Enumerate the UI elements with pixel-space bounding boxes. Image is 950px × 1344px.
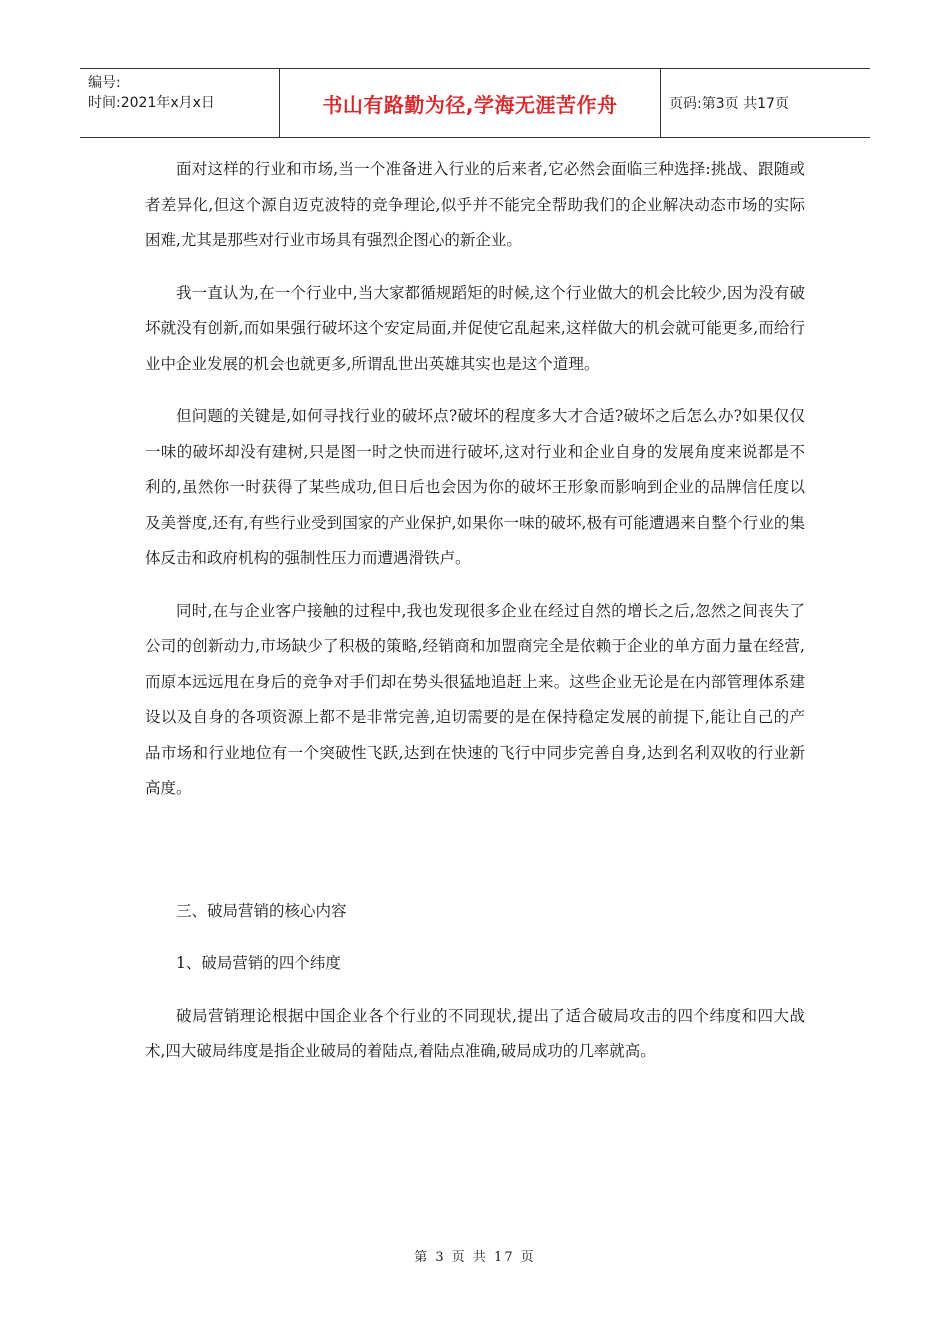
page-header bbox=[80, 68, 870, 138]
document-number-label: 编号: bbox=[88, 75, 121, 91]
paragraph: 同时,在与企业客户接触的过程中,我也发现很多企业在经过自然的增长之后,忽然之间丧失了公司的创新动力,市场缺少了积极的策略,经销商和加盟商完全是依赖于企业的单方面力量在经营,而原本远远甩在身后的竞争对手们却在势头很猛地追赶上来。这些企业无论是在内部管理体系建设以及自身的各项资源上都不是非常完善,迫切需要的是在保持稳定发展的前提下,能让自己的产品市场和行业地位有一个突破性飞跃,达到在快速的飞行中同步完善自身,达到名利双收的行业新高度。 bbox=[145, 601, 805, 797]
paragraph: 面对这样的行业和市场,当一个准备进入行业的后来者,它必然会面临三种选择:挑战、跟随或者差异化,但这个源自迈克波特的竞争理论,似乎并不能完全帮助我们的企业解决动态市场的实际困难,尤其是那些对行业市场具有强烈企图心的新企业。 bbox=[145, 160, 805, 249]
paragraph: 我一直认为,在一个行业中,当大家都循规蹈矩的时候,这个行业做大的机会比较少,因为没有破坏就没有创新,而如果强行破坏这个安定局面,并促使它乱起来,这样做大的机会就可能更多,而给行业中企业发展的机会也就更多,所谓乱世出英雄其实也是这个道理。 bbox=[145, 283, 805, 373]
header-meta bbox=[80, 69, 280, 137]
document-date-label: 时间:2021年x月x日 bbox=[88, 95, 215, 111]
header-page-info: 页码:第3页 共17页 bbox=[669, 96, 789, 112]
section-spacer bbox=[145, 824, 805, 894]
subsection-heading: 1、破局营销的四个纬度 bbox=[176, 954, 341, 972]
paragraph: 但问题的关键是,如何寻找行业的破坏点?破坏的程度多大才合适?破坏之后怎么办?如果仅仅一味的破坏却没有建树,只是图一时之快而进行破坏,这对行业和企业自身的发展角度来说都是不利的,虽然你一时获得了某些成功,但日后也会因为你的破坏王形象而影响到企业的品牌信任度以及美誉度,还有,有些行业受到国家的产业保护,如果你一味的破坏,极有可能遭遇来自整个行业的集体反击和政府机构的强制性压力而遭遇滑铁卢。 bbox=[145, 407, 805, 567]
document-body bbox=[145, 152, 805, 1087]
page-footer: 第 3 页 共 17 页 bbox=[414, 1250, 536, 1265]
section-heading: 三、破局营销的核心内容 bbox=[176, 901, 347, 920]
header-motto: 书山有路勤为径,学海无涯苦作舟 bbox=[280, 69, 661, 137]
paragraph: 破局营销理论根据中国企业各个行业的不同现状,提出了适合破局攻击的四个纬度和四大战术,四大破局纬度是指企业破局的着陆点,着陆点准确,破局成功的几率就高。 bbox=[145, 1006, 805, 1060]
